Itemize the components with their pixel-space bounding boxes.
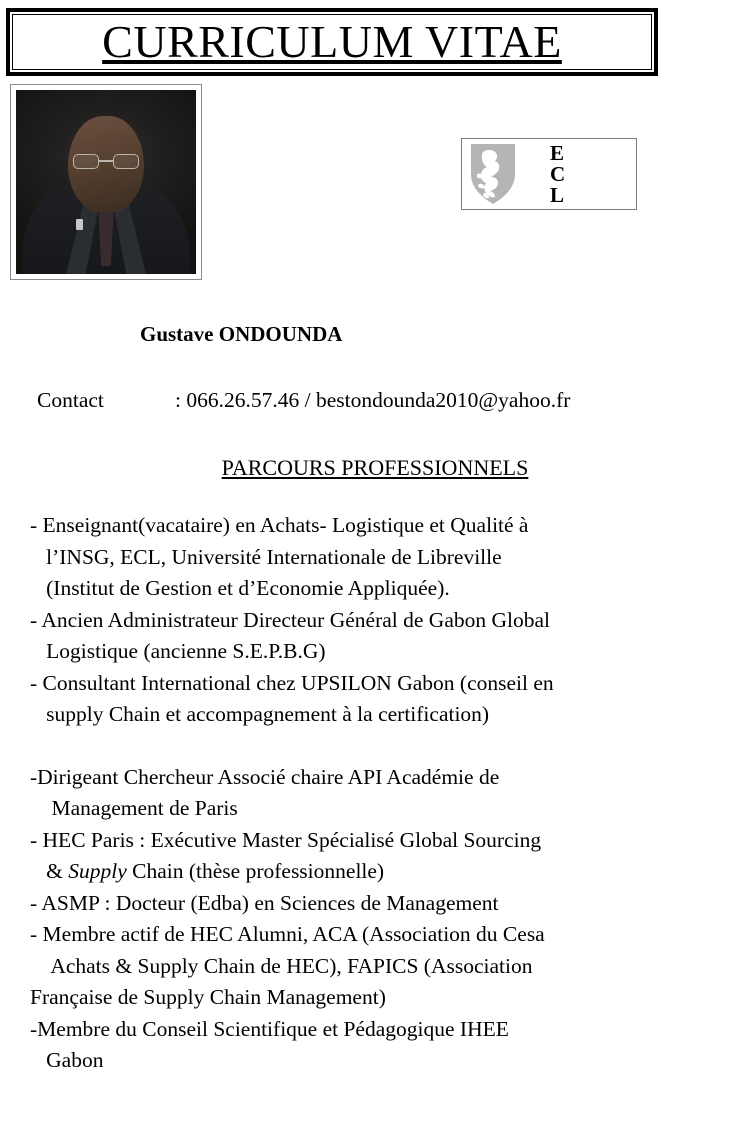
portrait-photo — [16, 90, 196, 274]
ecl-shield-icon — [471, 144, 515, 204]
cv-title-frame-inner — [12, 14, 652, 70]
experience-line: - Consultant International chez UPSILON Gabon (conseil en — [30, 670, 554, 695]
experience-line: Gabon — [30, 1048, 104, 1072]
experience-line: supply Chain et accompagnement à la certification) — [30, 702, 490, 726]
experience-line: Achats & Supply Chain de HEC), FAPICS (Association — [30, 953, 533, 978]
experience-line: Française de Supply Chain Management) — [30, 985, 386, 1009]
experience-line — [30, 825, 730, 857]
experience-line: - Enseignant(vacataire) en Achats- Logistique et Qualité à — [30, 513, 529, 537]
experience-line: l’INSG, ECL, Université Internationale de Libreville — [30, 544, 502, 569]
paragraph-spacer — [30, 731, 730, 762]
photo-glasses-bridge — [99, 160, 113, 162]
portrait-photo-frame — [10, 84, 202, 280]
experience-line — [30, 856, 730, 888]
experience-line: - Membre actif de HEC Alumni, ACA (Association du Cesa — [30, 922, 545, 946]
photo-glasses — [73, 154, 139, 169]
ecl-letter-e: E — [550, 141, 565, 165]
experience-list — [30, 510, 730, 1077]
experience-line: Logistique (ancienne S.E.P.B.G) — [30, 639, 326, 663]
section-heading-text: PARCOURS PROFESSIONNELS — [221, 455, 529, 480]
candidate-name: Gustave ONDOUNDA — [140, 322, 343, 346]
ecl-letter-c: C — [550, 162, 566, 186]
line-text: - HEC Paris : Exécutive Master Spécialisé Global Sourcing — [30, 827, 542, 852]
line-text: & — [30, 859, 69, 883]
ecl-logo-letters — [550, 143, 566, 206]
contact-label: Contact — [37, 388, 104, 412]
line-text: Chain (thèse professionnelle) — [126, 859, 385, 883]
contact-line — [37, 388, 570, 413]
experience-line: Management de Paris — [30, 796, 238, 820]
section-heading-parcours-professionnels — [0, 455, 750, 481]
experience-line: -Dirigeant Chercheur Associé chaire API Académie de — [30, 764, 500, 789]
contact-value: : 066.26.57.46 / bestondounda2010@yahoo.fr — [175, 388, 571, 412]
experience-line: -Membre du Conseil Scientifique et Pédagogique IHEE — [30, 1016, 509, 1041]
ecl-letter-l: L — [550, 183, 565, 207]
experience-line: (Institut de Gestion et d’Economie Appliquée). — [30, 576, 450, 600]
page-title: CURRICULUM VITAE — [102, 16, 562, 67]
cv-title-frame — [6, 8, 658, 76]
experience-line: - Ancien Administrateur Directeur Général de Gabon Global — [30, 607, 550, 632]
photo-lapel-pin — [76, 219, 83, 230]
photo-glasses-lens-right — [113, 154, 139, 169]
photo-glasses-lens-left — [73, 154, 99, 169]
ecl-logo-box — [461, 138, 637, 210]
emphasis-text: Supply — [68, 859, 127, 883]
experience-line: - ASMP : Docteur (Edba) en Sciences de Management — [30, 890, 499, 915]
